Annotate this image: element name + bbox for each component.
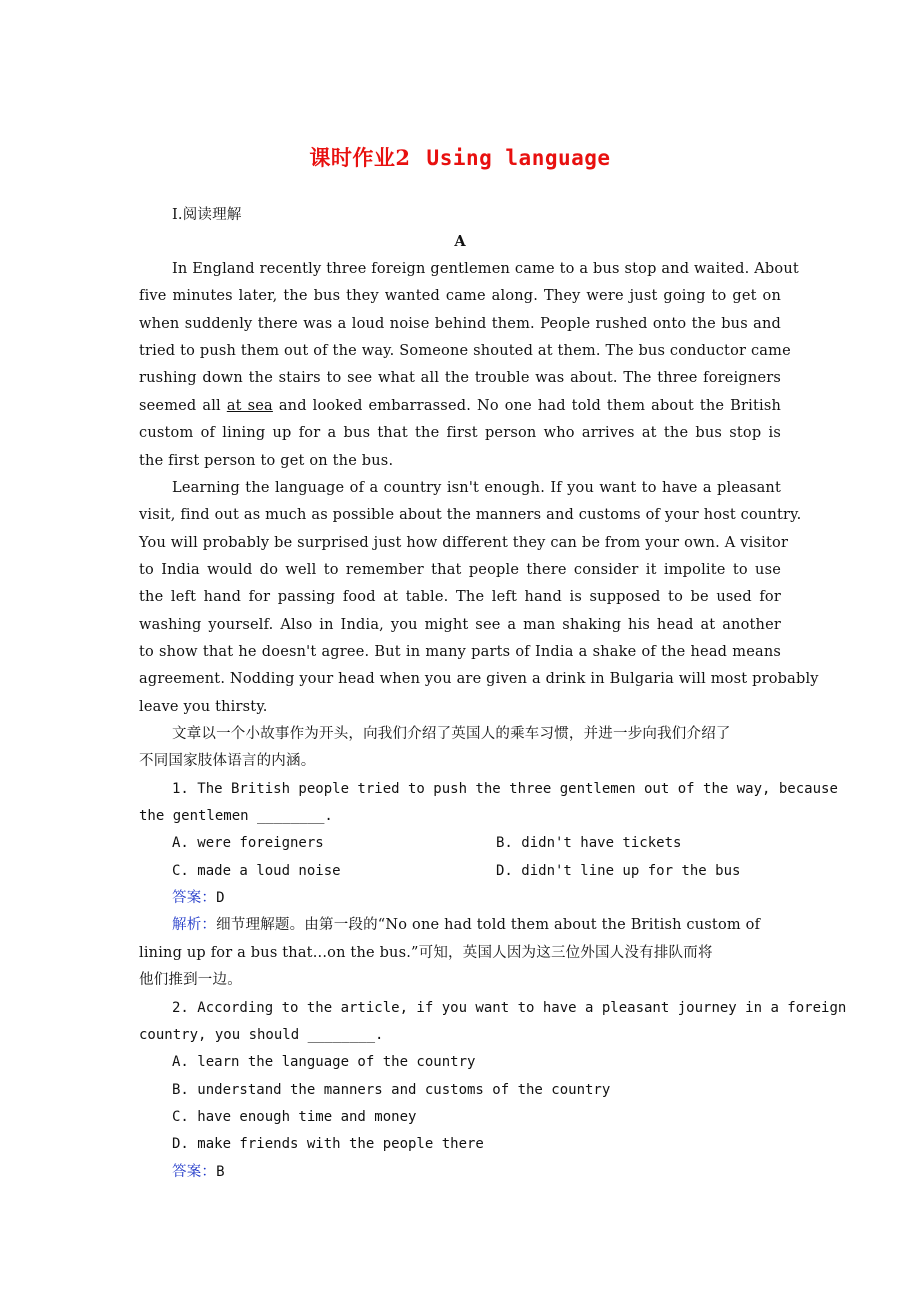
title-en: Using language [426,146,611,170]
summary-line: 文章以一个小故事作为开头，向我们介绍了英国人的乘车习惯，并进一步向我们介绍了 [172,726,731,742]
q2-answer [172,1159,781,1186]
title-cn: 课时作业2 [309,145,411,170]
question-2-stem: country, you should ________. [139,1027,384,1043]
analysis-label: 解析： [172,917,217,933]
passage-text: and looked embarrassed. No one had told them about the British [272,398,782,414]
passage-line: rushing down the stairs to see what all the trouble was about. The three foreigners [139,370,781,386]
passage-line: washing yourself. Also in India, you might see a man shaking his head at another [139,617,781,633]
q2-option-a: A. learn the language of the country [172,1054,476,1070]
q1-option-c: C. made a loud noise [172,863,341,879]
passage-label: A [454,233,466,250]
passage-line: You will probably be surprised just how different they can be from your own. A visitor [139,535,789,551]
passage-line: leave you thirsty. [139,699,268,715]
question-1-stem: the gentlemen ________. [139,808,333,824]
passage-line: tried to push them out of the way. Someone shouted at them. The bus conductor came [139,343,791,359]
passage-line: to show that he doesn't agree. But in many parts of India a shake of the head means [139,644,781,660]
answer-value: D [216,890,225,906]
passage-line: the left hand for passing food at table. The left hand is supposed to be used for [139,589,781,605]
underlined-phrase: at sea [226,398,273,414]
passage-line: when suddenly there was a loud noise behind them. People rushed onto the bus and [139,316,781,332]
section-heading: Ⅰ.阅读理解 [172,207,242,223]
passage-line: Learning the language of a country isn't enough. If you want to have a pleasant [172,480,781,496]
passage-line [139,393,781,420]
page-title [0,142,920,172]
passage-line: five minutes later, the bus they wanted came along. They were just going to get on [139,288,781,304]
q1-analysis: lining up for a bus that...on the bus.”可知，英国人因为这三位外国人没有排队而将 [139,945,713,961]
answer-label: 答案： [172,1164,217,1180]
answer-value: B [216,1164,225,1180]
q1-option-d: D. didn't line up for the bus [496,863,741,879]
passage-line: agreement. Nodding your head when you are given a drink in Bulgaria will most probably [139,671,819,687]
analysis-text: 细节理解题。由第一段的“No one had told them about the British custom of [216,917,761,933]
passage-line: to India would do well to remember that people there consider it impolite to use [139,562,781,578]
q1-analysis [172,912,781,939]
passage-line: visit, find out as much as possible about the manners and customs of your host country. [139,507,802,523]
question-2-stem: 2. According to the article, if you want to have a pleasant journey in a foreign [172,1000,847,1016]
q1-option-b: B. didn't have tickets [496,835,682,851]
q1-analysis: 他们推到一边。 [139,972,242,988]
q2-option-b: B. understand the manners and customs of the country [172,1082,611,1098]
passage-line: the first person to get on the bus. [139,453,394,469]
question-1-stem: 1. The British people tried to push the three gentlemen out of the way, because [172,781,838,797]
passage-line: custom of lining up for a bus that the first person who arrives at the bus stop is [139,425,781,441]
answer-label: 答案： [172,890,217,906]
summary-line: 不同国家肢体语言的内涵。 [139,753,316,769]
q1-answer [172,885,781,912]
passage-line: In England recently three foreign gentlemen came to a bus stop and waited. About [172,261,799,277]
passage-text: seemed all [139,398,227,414]
q2-option-c: C. have enough time and money [172,1109,417,1125]
q2-option-d: D. make friends with the people there [172,1136,484,1152]
q1-option-a: A. were foreigners [172,835,324,851]
